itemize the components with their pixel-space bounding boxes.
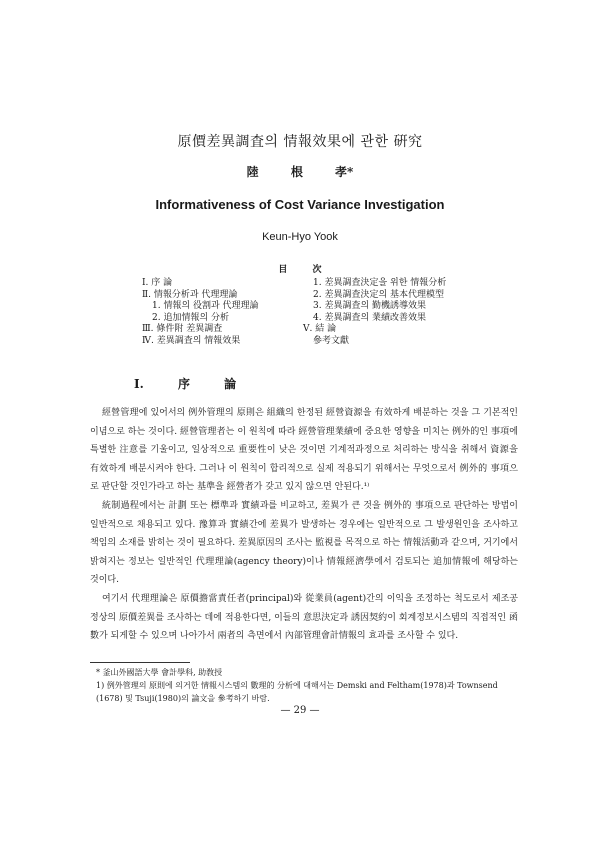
page-number: — 29 — — [280, 705, 320, 716]
toc-heading: 目 次 — [278, 265, 322, 275]
footnote: * 釜山外國語大學 會計學科, 助敎授 — [96, 668, 223, 677]
toc-right-column — [303, 278, 473, 347]
footnote: 1) 例外管理의 原則에 의거한 情報시스템의 數理的 分析에 대해서는 Demski and Feltham(1978)과 Townsend (1678) 및 Tsuji(1980)의 論文을 參考하기 바람. — [96, 681, 498, 703]
toc-item: 1. 情報의 役割과 代理理論 — [152, 301, 259, 311]
paper-title-english: Informativeness of Cost Variance Investigation — [155, 197, 445, 212]
toc-item: Ⅳ. 差異調査의 情報效果 — [142, 335, 241, 346]
toc-item: 2. 差異調査決定의 基本代理模型 — [313, 289, 445, 300]
toc-item: 1. 差異調査決定을 위한 情報分析 — [313, 278, 447, 288]
toc-item: 4. 差異調査의 業績改善效果 — [313, 312, 427, 323]
footnotes — [96, 666, 518, 705]
toc-left-column — [142, 278, 312, 347]
author-korean: 陸 根 孝* — [246, 165, 354, 179]
paragraph: 統制過程에서는 計劃 또는 標準과 實績과를 비교하고, 差異가 큰 것을 例外的 事項으로 판단하는 방법이 일반적으로 채용되고 있다. 豫算과 實績간에 差異가 발생하는 경우에는 일반적으로 그 발생원인을 조사하고 책임의 소재를 밝히는 것이 필요하다. 差異原因의 조사는 監視를 목적으로 하는 情報活動과 같으며, 거기에서 밝혀지는 정보는 일반적인 代理理論(agency theory)이나 情報經濟學에서 검토되는 追加情報에 해당하는 것이다. — [90, 500, 518, 586]
toc-item: 3. 差異調査의 勤機誘導效果 — [313, 301, 427, 311]
toc-item: Ⅲ. 條件附 差異調査 — [142, 324, 223, 334]
author-english: Keun-Hyo Yook — [262, 231, 338, 243]
footnote-divider — [90, 662, 190, 663]
toc-item: 2. 追加情報의 分析 — [152, 312, 230, 323]
paragraph: 여기서 代理理論은 原價擔當責任者(principal)와 從業員(agent)간의 이익을 조정하는 척도로서 제조공정상의 原價差異를 조사하는 데에 적용한다면, 이들의 意思決定과 誘因契約이 회계정보시스템의 직접적인 函數가 되게할 수 있으며 나아가서 兩者의 측면에서 內部管理會計情報의 효과를 조사할 수 있다. — [90, 593, 518, 642]
body-text — [90, 404, 518, 646]
toc-item: Ⅱ. 情報分析과 代理理論 — [142, 289, 238, 300]
toc-item: 參考文獻 — [313, 335, 350, 346]
toc-item: Ⅴ. 結 論 — [303, 324, 337, 334]
section-heading: Ⅰ. 序 論 — [134, 377, 237, 391]
toc-item: Ⅰ. 序 論 — [142, 278, 173, 288]
paragraph: 經營管理에 있어서의 例外管理의 原則은 組織의 한정된 經營資源을 有效하게 배분하는 것을 그 기본적인 이념으로 하는 것이다. 經營管理者는 이 원칙에 따라 經營管理業績에 중요한 영향을 미치는 例外的인 事項에 특별한 注意를 기울이고, 일상적으로 重要性이 낮은 것이면 기계적과정으로 처리하는 방식을 취해서 資源을 有效하게 배분시켜야 한다. 그러나 이 원칙이 합리적으로 실제 적용되기 위해서는 무엇으로서 例外的 事項으로 판단할 것인가라고 하는 基準을 經營者가 갖고 있지 않으면 안된다.¹⁾ — [90, 408, 518, 493]
paper-title-korean: 原價差異調査의 情報效果에 관한 硏究 — [177, 134, 423, 150]
